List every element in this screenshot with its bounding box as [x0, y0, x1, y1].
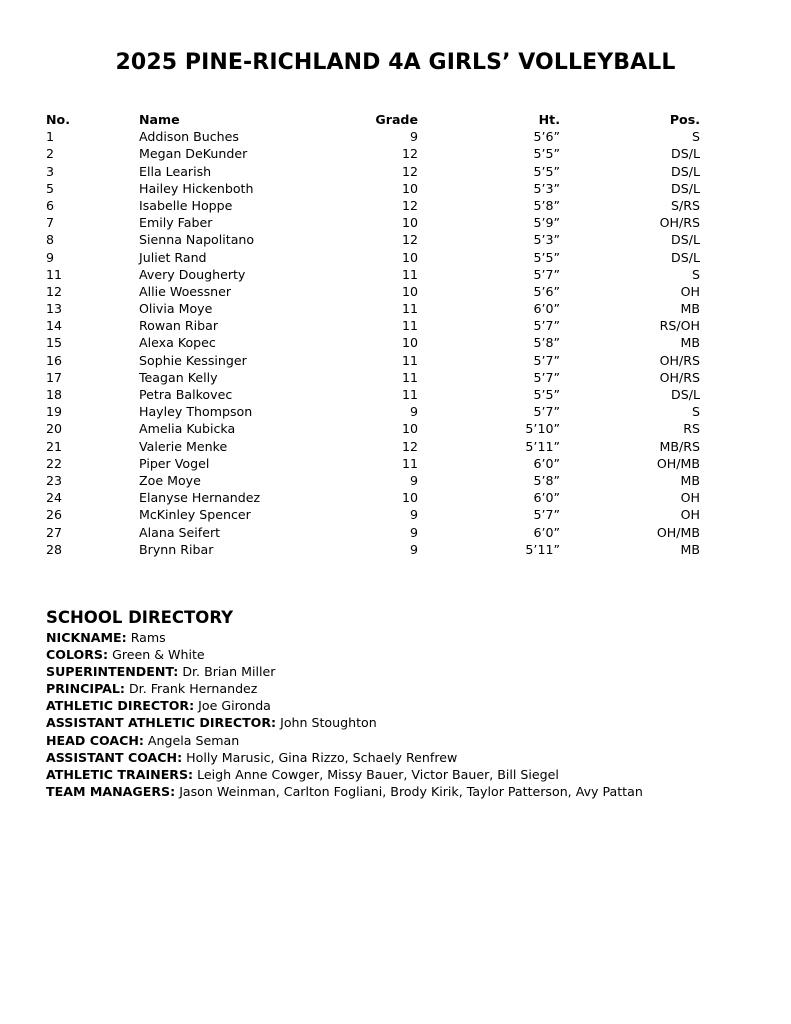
school-directory — [46, 607, 746, 800]
player-height: 5’7” — [533, 404, 560, 420]
player-number: 23 — [46, 472, 63, 488]
player-grade: 9 — [409, 129, 418, 145]
player-name: Sienna Napolitano — [139, 232, 255, 248]
player-grade: 10 — [401, 215, 418, 231]
directory-value: Joe Gironda — [198, 698, 271, 714]
player-number: 18 — [46, 387, 63, 402]
player-number: 20 — [46, 421, 63, 437]
table-row — [46, 145, 700, 162]
player-name: Amelia Kubicka — [139, 421, 236, 437]
player-number: 28 — [46, 541, 63, 557]
player-position: OH/RS — [659, 369, 700, 385]
directory-entry — [46, 766, 746, 783]
table-row — [46, 334, 700, 351]
player-position: S — [692, 129, 700, 145]
player-number: 13 — [46, 301, 63, 317]
player-height: 5’7” — [533, 266, 560, 282]
table-row — [46, 249, 700, 266]
player-height: 6’0” — [533, 455, 560, 471]
player-height: 5’11” — [525, 438, 560, 454]
player-height: 5’3” — [533, 232, 560, 248]
table-row — [46, 197, 700, 214]
player-grade: 11 — [401, 266, 418, 282]
player-number: 11 — [46, 266, 63, 282]
player-position: OH — [680, 490, 700, 506]
player-position: OH/MB — [656, 455, 700, 471]
table-row — [46, 420, 700, 437]
player-height: 6’0” — [533, 301, 560, 317]
player-height: 5’8” — [533, 472, 560, 488]
directory-entry — [46, 646, 746, 663]
directory-value: John Stoughton — [280, 715, 377, 731]
player-grade: 12 — [401, 438, 418, 454]
page-title: 2025 PINE-RICHLAND 4A GIRLS’ VOLLEYBALL — [115, 50, 676, 75]
player-grade: 11 — [401, 387, 418, 402]
table-row — [46, 541, 700, 558]
player-name: Teagan Kelly — [139, 369, 218, 385]
player-height: 5’10” — [525, 421, 560, 437]
player-height: 6’0” — [533, 490, 560, 506]
player-grade: 12 — [401, 232, 418, 248]
player-position: DS/L — [671, 180, 700, 196]
player-height: 5’3” — [533, 180, 560, 196]
player-grade: 9 — [409, 541, 418, 557]
player-grade: 12 — [401, 146, 418, 162]
table-row — [46, 214, 700, 231]
player-name: Alana Seifert — [139, 524, 221, 540]
player-position: DS/L — [671, 146, 700, 162]
table-row — [46, 524, 700, 541]
player-grade: 11 — [401, 301, 418, 317]
player-grade: 11 — [401, 369, 418, 385]
player-position: S/RS — [671, 197, 700, 213]
player-number: 9 — [46, 249, 55, 265]
player-name: Rowan Ribar — [139, 318, 219, 334]
directory-label: HEAD COACH: — [46, 732, 144, 748]
player-name: McKinley Spencer — [139, 507, 251, 523]
player-name: Brynn Ribar — [139, 541, 214, 557]
player-number: 1 — [46, 129, 55, 145]
player-number: 7 — [46, 215, 55, 231]
player-number: 26 — [46, 507, 63, 523]
table-row — [46, 317, 700, 334]
player-name: Hayley Thompson — [139, 404, 253, 420]
directory-label: ATHLETIC DIRECTOR: — [46, 698, 195, 714]
player-number: 8 — [46, 232, 55, 248]
player-number: 21 — [46, 438, 63, 454]
player-height: 5’7” — [533, 318, 560, 334]
player-number: 6 — [46, 197, 55, 213]
player-height: 5’5” — [533, 387, 560, 402]
player-grade: 9 — [409, 524, 418, 540]
player-height: 5’7” — [533, 507, 560, 523]
player-position: OH/RS — [659, 352, 700, 368]
directory-entry — [46, 663, 746, 680]
directory-body — [46, 629, 746, 800]
roster-table — [46, 111, 700, 558]
player-position: RS/OH — [659, 318, 700, 334]
directory-label: TEAM MANAGERS: — [46, 783, 176, 799]
table-row — [46, 489, 700, 506]
player-position: OH — [680, 507, 700, 523]
table-row — [46, 128, 700, 145]
player-number: 16 — [46, 352, 63, 368]
player-height: 5’11” — [525, 541, 560, 557]
player-number: 2 — [46, 146, 55, 162]
table-row — [46, 163, 700, 180]
directory-entry — [46, 783, 746, 800]
player-number: 14 — [46, 318, 63, 334]
directory-entry — [46, 749, 746, 766]
player-number: 22 — [46, 455, 63, 471]
table-row — [46, 472, 700, 489]
player-grade: 12 — [401, 197, 418, 213]
roster-body — [46, 128, 700, 558]
player-position: OH/MB — [656, 524, 700, 540]
player-grade: 10 — [401, 421, 418, 437]
player-grade: 10 — [401, 490, 418, 506]
table-row — [46, 403, 700, 420]
player-grade: 11 — [401, 455, 418, 471]
player-number: 19 — [46, 404, 63, 420]
player-grade: 10 — [401, 249, 418, 265]
player-position: OH — [680, 283, 700, 299]
player-grade: 10 — [401, 180, 418, 196]
player-height: 5’8” — [533, 335, 560, 351]
table-row — [46, 506, 700, 523]
player-name: Olivia Moye — [139, 301, 213, 317]
player-position: DS/L — [671, 387, 700, 402]
player-name: Valerie Menke — [139, 438, 228, 454]
player-grade: 10 — [401, 335, 418, 351]
player-height: 5’5” — [533, 249, 560, 265]
table-row — [46, 352, 700, 369]
table-row — [46, 180, 700, 197]
table-row — [46, 438, 700, 455]
directory-entry — [46, 680, 746, 697]
player-height: 5’6” — [533, 129, 560, 145]
player-position: MB — [680, 541, 700, 557]
directory-value: Jason Weinman, Carlton Fogliani, Brody Kirik, Taylor Patterson, Avy Pattan — [179, 783, 643, 799]
player-name: Emily Faber — [139, 215, 213, 231]
player-height: 5’7” — [533, 352, 560, 368]
header-name: Name — [139, 112, 180, 127]
player-height: 5’9” — [533, 215, 560, 231]
directory-label: NICKNAME: — [46, 630, 127, 645]
player-number: 17 — [46, 369, 63, 385]
header-grade: Grade — [375, 112, 418, 127]
player-position: OH/RS — [659, 215, 700, 231]
player-name: Elanyse Hernandez — [139, 490, 261, 506]
player-position: S — [692, 404, 700, 420]
player-number: 15 — [46, 335, 63, 351]
player-number: 27 — [46, 524, 63, 540]
header-height: Ht. — [538, 112, 560, 127]
player-grade: 9 — [409, 472, 418, 488]
table-row — [46, 369, 700, 386]
player-grade: 9 — [409, 404, 418, 420]
directory-value: Holly Marusic, Gina Rizzo, Schaely Renfrew — [186, 749, 458, 765]
directory-label: PRINCIPAL: — [46, 681, 125, 697]
directory-entry — [46, 732, 746, 749]
player-height: 5’7” — [533, 369, 560, 385]
table-row — [46, 455, 700, 472]
table-row — [46, 283, 700, 300]
table-row — [46, 231, 700, 248]
player-height: 5’8” — [533, 197, 560, 213]
player-position: DS/L — [671, 249, 700, 265]
player-number: 12 — [46, 283, 63, 299]
player-number: 3 — [46, 163, 55, 179]
player-grade: 11 — [401, 318, 418, 334]
player-name: Isabelle Hoppe — [139, 197, 233, 213]
player-name: Juliet Rand — [139, 249, 207, 265]
directory-entry — [46, 697, 746, 714]
directory-value: Rams — [130, 630, 166, 645]
player-position: MB — [680, 472, 700, 488]
table-row — [46, 386, 700, 403]
player-position: MB — [680, 301, 700, 317]
player-grade: 12 — [401, 163, 418, 179]
table-row — [46, 266, 700, 283]
directory-value: Angela Seman — [147, 732, 240, 748]
player-name: Hailey Hickenboth — [139, 180, 254, 196]
player-name: Addison Buches — [139, 129, 239, 145]
directory-label: COLORS: — [46, 647, 109, 663]
player-name: Zoe Moye — [139, 472, 201, 488]
roster-header-row — [46, 111, 700, 128]
directory-value: Green & White — [112, 647, 205, 663]
directory-value: Dr. Brian Miller — [182, 664, 276, 680]
player-name: Ella Learish — [139, 163, 212, 179]
player-name: Allie Woessner — [139, 283, 232, 299]
directory-value: Dr. Frank Hernandez — [128, 681, 258, 697]
player-position: MB — [680, 335, 700, 351]
player-position: S — [692, 266, 700, 282]
player-position: DS/L — [671, 232, 700, 248]
player-height: 5’6” — [533, 283, 560, 299]
directory-label: ASSISTANT COACH: — [46, 749, 183, 765]
player-name: Piper Vogel — [139, 455, 210, 471]
directory-entry — [46, 629, 746, 646]
player-grade: 11 — [401, 352, 418, 368]
player-height: 5’5” — [533, 146, 560, 162]
player-height: 6’0” — [533, 524, 560, 540]
player-position: RS — [683, 421, 700, 437]
header-position: Pos. — [669, 112, 700, 127]
directory-value: Leigh Anne Cowger, Missy Bauer, Victor Bauer, Bill Siegel — [197, 766, 559, 782]
player-name: Avery Dougherty — [139, 266, 246, 282]
player-position: DS/L — [671, 163, 700, 179]
player-position: MB/RS — [659, 438, 700, 454]
player-height: 5’5” — [533, 163, 560, 179]
player-name: Alexa Kopec — [139, 335, 216, 351]
directory-label: ASSISTANT ATHLETIC DIRECTOR: — [46, 715, 277, 731]
header-no: No. — [46, 112, 70, 127]
player-name: Petra Balkovec — [139, 387, 233, 402]
player-number: 5 — [46, 180, 55, 196]
table-row — [46, 300, 700, 317]
player-name: Sophie Kessinger — [139, 352, 247, 368]
player-grade: 10 — [401, 283, 418, 299]
player-grade: 9 — [409, 507, 418, 523]
player-name: Megan DeKunder — [139, 146, 248, 162]
directory-label: ATHLETIC TRAINERS: — [46, 766, 194, 782]
directory-label: SUPERINTENDENT: — [46, 664, 179, 680]
player-number: 24 — [46, 490, 63, 506]
directory-heading: SCHOOL DIRECTORY — [46, 608, 234, 627]
directory-entry — [46, 714, 746, 731]
